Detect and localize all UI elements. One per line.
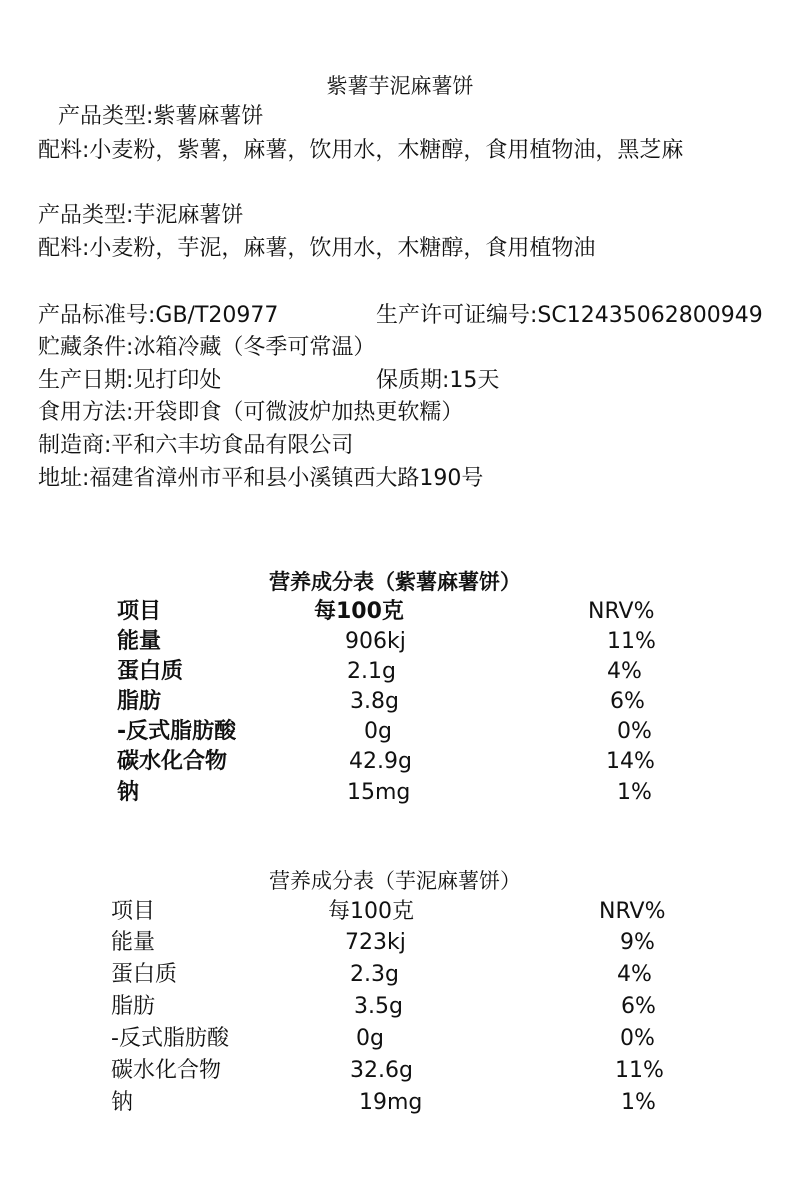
row-nrv: 1% [621, 1090, 656, 1115]
row-nrv: 6% [610, 689, 645, 714]
row-item: 蛋白质 [117, 659, 184, 684]
production-date: 生产日期:见打印处 [38, 368, 222, 393]
row-item: 能量 [117, 629, 162, 654]
product-standard: 产品标准号:GB/T20977 [38, 303, 279, 328]
row-nrv: 4% [607, 659, 642, 684]
header-per-100g: 每100克 [328, 899, 414, 924]
row-nrv: 9% [620, 930, 655, 955]
document-title: 紫薯芋泥麻薯饼 [326, 74, 474, 98]
row-value: 0g [356, 1026, 384, 1051]
row-value: 32.6g [350, 1058, 413, 1083]
nutrition-table-a-title: 营养成分表（紫薯麻薯饼） [269, 570, 521, 594]
row-value: 0g [364, 719, 392, 744]
product-b-type: 产品类型:芋泥麻薯饼 [38, 203, 244, 228]
manufacturer: 制造商:平和六丰坊食品有限公司 [38, 433, 354, 458]
row-value: 42.9g [349, 749, 412, 774]
row-nrv: 11% [607, 629, 656, 654]
product-a-type: 产品类型:紫薯麻薯饼 [58, 104, 264, 129]
header-nrv: NRV% [588, 599, 655, 624]
row-item: 能量 [111, 930, 156, 955]
production-license: 生产许可证编号:SC12435062800949 [376, 303, 763, 328]
row-item: 脂肪 [117, 689, 162, 714]
row-value: 906kj [345, 629, 406, 654]
row-nrv: 6% [621, 994, 656, 1019]
row-item: 蛋白质 [111, 962, 178, 987]
storage-conditions: 贮藏条件:冰箱冷藏（冬季可常温） [38, 335, 376, 360]
header-per-100g: 每100克 [314, 599, 404, 624]
row-value: 3.5g [354, 994, 403, 1019]
row-item: 钠 [117, 780, 140, 805]
row-nrv: 11% [615, 1058, 664, 1083]
row-value: 2.1g [347, 659, 396, 684]
row-nrv: 4% [617, 962, 652, 987]
nutrition-table-b-title: 营养成分表（芋泥麻薯饼） [269, 869, 521, 893]
row-item: 碳水化合物 [117, 749, 228, 774]
row-value: 15mg [347, 780, 411, 805]
row-nrv: 14% [606, 749, 655, 774]
header-item: 项目 [117, 599, 162, 624]
usage-method: 食用方法:开袋即食（可微波炉加热更软糯） [38, 400, 464, 425]
row-item: -反式脂肪酸 [117, 719, 237, 744]
row-item: 碳水化合物 [111, 1058, 222, 1083]
shelf-life: 保质期:15天 [376, 368, 500, 393]
row-item: -反式脂肪酸 [111, 1026, 229, 1051]
header-item: 项目 [111, 899, 156, 924]
row-nrv: 0% [620, 1026, 655, 1051]
row-nrv: 0% [617, 719, 652, 744]
product-a-ingredients: 配料:小麦粉，紫薯，麻薯，饮用水，木糖醇，食用植物油，黑芝麻 [38, 138, 684, 163]
row-value: 3.8g [350, 689, 399, 714]
row-value: 723kj [345, 930, 406, 955]
address: 地址:福建省漳州市平和县小溪镇西大路190号 [38, 466, 484, 491]
row-value: 2.3g [350, 962, 399, 987]
row-nrv: 1% [617, 780, 652, 805]
header-nrv: NRV% [599, 899, 666, 924]
product-b-ingredients: 配料:小麦粉，芋泥，麻薯，饮用水，木糖醇，食用植物油 [38, 236, 596, 261]
row-item: 钠 [111, 1090, 134, 1115]
row-value: 19mg [359, 1090, 423, 1115]
row-item: 脂肪 [111, 994, 156, 1019]
